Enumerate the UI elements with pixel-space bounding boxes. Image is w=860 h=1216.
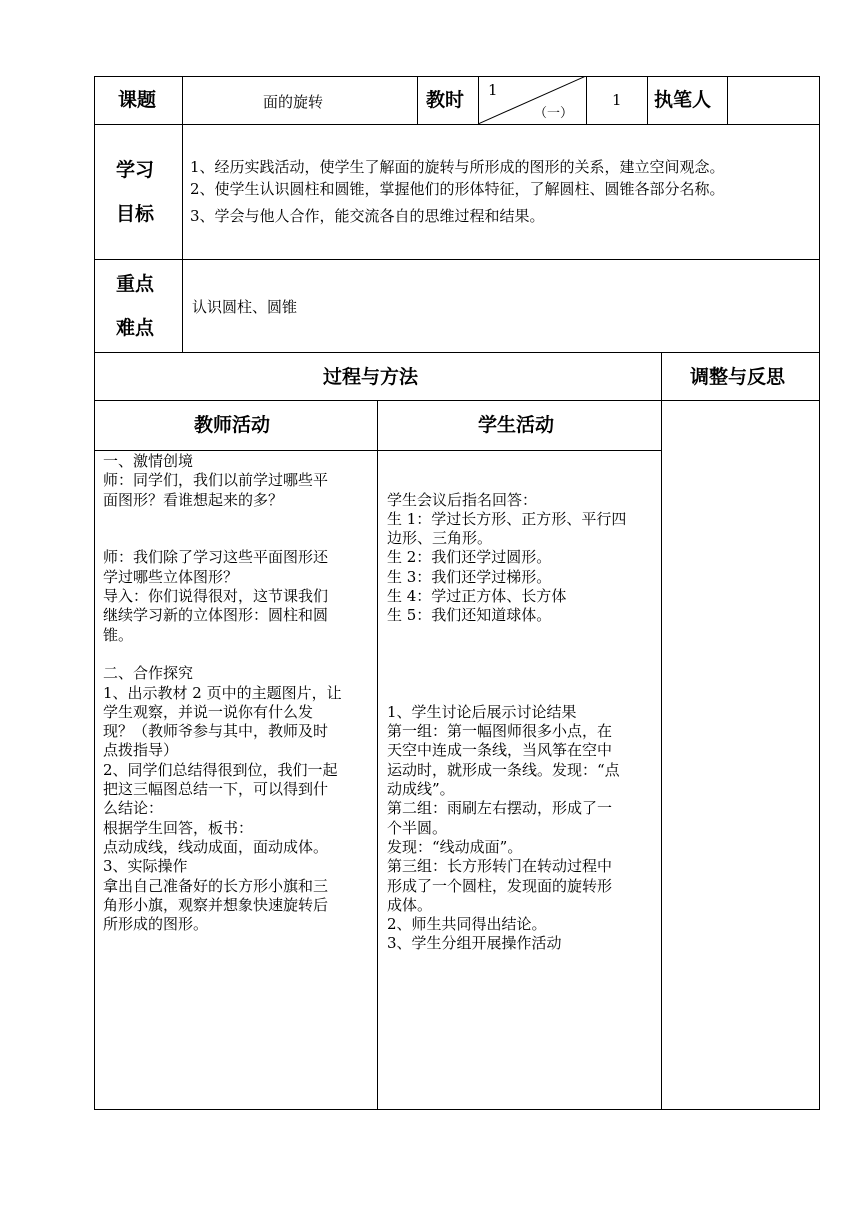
student-activity-line <box>387 452 659 471</box>
student-activity-line: 生 5：我们还知道球体。 <box>387 606 552 625</box>
student-activity-line: 生 4：学过正方体、长方体 <box>387 587 567 606</box>
student-activity-line: 天空中连成一条线，当风筝在空中 <box>387 741 613 760</box>
teacher-activity-line: 师：同学们，我们以前学过哪些平 <box>103 471 329 490</box>
keypoints-label-line2: 难点 <box>116 317 155 339</box>
student-activity-line <box>387 664 659 683</box>
topic-value: 面的旋转 <box>263 93 324 111</box>
student-activity-line <box>387 626 659 645</box>
row-divider <box>94 352 820 353</box>
student-activity-line: 第一组：第一幅图师很多小点，在 <box>387 722 613 741</box>
objectives-label <box>116 148 166 236</box>
row-divider <box>94 124 820 125</box>
teacher-activity-line: 2、同学们总结得很到位，我们一起 <box>103 760 338 779</box>
col-divider <box>417 76 418 124</box>
teacher-activity-line: 点动成线，线动成面，面动成体。 <box>103 837 329 856</box>
teacher-activity-line <box>103 529 375 548</box>
teacher-activity-line: 学过哪些立体图形？ <box>103 567 239 586</box>
student-activity-line: 3、学生分组开展操作活动 <box>387 934 562 953</box>
row-divider <box>94 259 820 260</box>
teacher-activity-line: 点拨指导） <box>103 741 179 760</box>
student-activity-line: 生 3：我们还学过梯形。 <box>387 567 552 586</box>
teacher-activity-line: 角形小旗，观察并想象快速旋转后 <box>103 895 329 914</box>
student-activity-line: 动成线”。 <box>387 780 455 799</box>
teacher-activity-line: 一、激情创境 <box>103 452 194 470</box>
objective-item: 1、经历实践活动，使学生了解面的旋转与所形成的图形的关系，建立空间观念。 <box>190 158 725 176</box>
teacher-activity-line: 导入：你们说得很对，这节课我们 <box>103 587 329 606</box>
teacher-activity-line <box>103 645 375 664</box>
teacher-activity-line: 3、实际操作 <box>103 857 188 876</box>
col-divider <box>377 400 378 1110</box>
period-label: 教时 <box>426 89 465 111</box>
student-activity-line: 边形、三角形。 <box>387 529 493 548</box>
teacher-activity-line: 根据学生回答，板书： <box>103 818 254 837</box>
teacher-activity-line <box>103 510 375 529</box>
col-divider <box>586 76 587 124</box>
col-divider <box>727 76 728 124</box>
row-divider <box>94 400 820 401</box>
student-activity-line: 发现：“线动成面”。 <box>387 837 523 856</box>
student-activity-line: 2、师生共同得出结论。 <box>387 915 547 934</box>
student-activity-line <box>387 684 659 703</box>
teacher-activity-line: 师：我们除了学习这些平面图形还 <box>103 548 329 567</box>
keypoints-text: 认识圆柱、圆锥 <box>192 298 298 316</box>
objective-item: 3、学会与他人合作，能交流各自的思维过程和结果。 <box>190 207 545 225</box>
student-activity-title: 学生活动 <box>478 414 555 436</box>
period-top: 1 <box>488 81 498 99</box>
teacher-activity-title: 教师活动 <box>194 414 271 436</box>
teacher-activity-line: 继续学习新的立体图形：圆柱和圆 <box>103 606 329 625</box>
teacher-activity-line: 学生观察，并说一说你有什么发 <box>103 702 314 721</box>
teacher-activity-line: 所形成的图形。 <box>103 915 209 934</box>
period-bottom: （一） <box>534 106 574 121</box>
reflection-title: 调整与反思 <box>690 366 786 388</box>
student-activity-line: 运动时，就形成一条线。发现：“点 <box>387 760 620 779</box>
teacher-activity-line: 拿出自己准备好的长方形小旗和三 <box>103 876 329 895</box>
teacher-activity-text <box>103 452 375 934</box>
student-activity-line: 生 1：学过长方形、正方形、平行四 <box>387 509 627 528</box>
author-label: 执笔人 <box>654 89 712 111</box>
student-activity-line: 生 2：我们还学过圆形。 <box>387 548 552 567</box>
keypoints-label <box>116 262 166 350</box>
student-activity-line <box>387 645 659 664</box>
teacher-activity-line: 么结论： <box>103 799 164 818</box>
student-activity-line: 第三组：长方形转门在转动过程中 <box>387 857 613 876</box>
col-divider <box>647 76 648 124</box>
student-activity-line: 形成了一个圆柱，发现面的旋转形 <box>387 876 613 895</box>
student-activity-line: 学生会议后指名回答： <box>387 490 538 509</box>
process-title: 过程与方法 <box>323 366 419 388</box>
objectives-label-line1: 学习 <box>116 159 155 181</box>
col-divider <box>182 76 183 352</box>
teacher-activity-line: 面图形？看谁想起来的多？ <box>103 490 284 509</box>
teacher-activity-line: 现？（教师爷参与其中，教师及时 <box>103 722 329 741</box>
student-activity-line: 第二组：雨刷左右摆动，形成了一 <box>387 799 613 818</box>
teacher-activity-line: 锥。 <box>103 625 134 644</box>
teacher-activity-line: 1、出示教材 2 页中的主题图片，让 <box>103 683 342 702</box>
col-divider <box>661 352 662 1110</box>
student-activity-line: 成体。 <box>387 895 433 914</box>
student-activity-text <box>387 452 659 954</box>
student-activity-line <box>387 471 659 490</box>
topic-label: 课题 <box>118 89 157 111</box>
period-total: 1 <box>612 91 622 109</box>
teacher-activity-line: 把这三幅图总结一下，可以得到什 <box>103 780 329 799</box>
teacher-activity-line: 二、合作探究 <box>103 664 194 683</box>
objective-item: 2、使学生认识圆柱和圆锥，掌握他们的形体特征，了解圆柱、圆锥各部分名称。 <box>190 180 725 198</box>
student-activity-line: 1、学生讨论后展示讨论结果 <box>387 702 577 721</box>
student-activity-line: 个半圆。 <box>387 818 448 837</box>
keypoints-label-line1: 重点 <box>116 273 155 295</box>
objectives-label-line2: 目标 <box>116 203 155 225</box>
row-divider <box>94 450 662 451</box>
